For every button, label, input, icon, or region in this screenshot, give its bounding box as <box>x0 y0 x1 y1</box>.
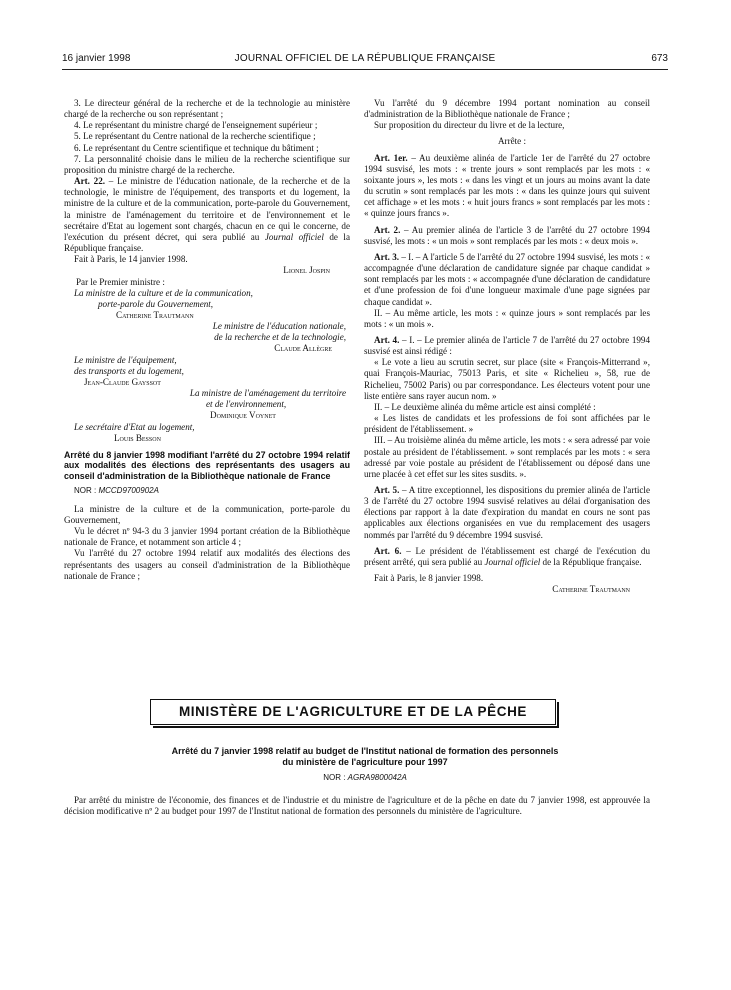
bottom-arrete-title <box>70 746 660 768</box>
article-3 <box>364 252 650 308</box>
page-header <box>62 53 668 67</box>
signature-voynet: Dominique Voynet <box>210 410 276 421</box>
paragraph: 7. La personnalité choisie dans le milieu de la recherche scientifique sur proposition du ministre chargé de la recherche. <box>64 153 350 175</box>
left-column <box>64 98 350 582</box>
bottom-body <box>64 795 650 817</box>
signature-gayssot: Jean-Claude Gayssot <box>84 376 161 387</box>
nor-value: MCCD9700902A <box>98 485 159 495</box>
paragraph: Par arrêté du ministre de l'économie, des finances et de l'industrie et du ministre de l'agriculture et de la pêche en date du 7 janvier 1998, est approuvée la décision modificative nº 2 au budget pour 1997 de l'Institut national de formation des personnels du ministère de l'agriculture. <box>64 795 650 816</box>
article-text: – Le président de l'établissement est chargé de l'exécution du présent arrêté, qui sera publié au <box>364 545 651 567</box>
header-rule <box>62 69 668 70</box>
journal-ref: Journal officiel <box>264 231 324 242</box>
article-label: Art. 4. <box>374 334 400 345</box>
paragraph: « Le vote a lieu au scrutin secret, sur place (site « François-Mitterrand », quai François-Mauriac, 75013 Paris, et site « Richelieu », 58, rue de Richelieu, 75002 Paris) ou par correspondance. Les électeurs votent pour une liste entière sans rayer aucun nom. » <box>364 357 650 401</box>
nor-label: NOR : <box>74 485 99 495</box>
article-1 <box>364 153 650 220</box>
article-label: Art. 6. <box>374 545 402 556</box>
signatory-title: et de l'environnement, <box>206 399 287 410</box>
signatory-title: porte-parole du Gouvernement, <box>98 298 214 309</box>
arrete-label: Arrête : <box>497 136 527 147</box>
header-date: 16 janvier 1998 <box>62 53 131 64</box>
article-label: Art. 3. <box>374 251 400 262</box>
nor-label: NOR : <box>323 773 348 782</box>
paragraph: Vu l'arrêté du 9 décembre 1994 portant nomination au conseil d'administration de la Bibliothèque nationale de France ; <box>364 98 650 120</box>
signature-trautmann: Catherine Trautmann <box>116 309 194 320</box>
signatory-title: des transports et du logement, <box>74 365 184 376</box>
article-text-end: de la République française. <box>540 556 642 567</box>
page-number: 673 <box>651 53 668 64</box>
signature-allegre: Claude Allègre <box>274 343 332 354</box>
paragraph: Sur proposition du directeur du livre et de la lecture, <box>374 120 565 131</box>
par-le-premier-ministre: Par le Premier ministre : <box>76 276 165 287</box>
journal-ref: Journal officiel <box>484 556 541 567</box>
paragraph: III. – Au troisième alinéa du même article, les mots : « sera adressé par voie postale au président de l'établissement. » sont remplacés par les mots : « sera adressé par voie postale au président de l'établissement ou déposé dans une urne placée à cet effet sur les sites susdits. ». <box>364 435 651 479</box>
fait-a-paris: Fait à Paris, le 14 janvier 1998. <box>74 254 188 265</box>
fait-a-paris: Fait à Paris, le 8 janvier 1998. <box>374 573 484 584</box>
article-label: Art. 1er. <box>374 152 408 163</box>
article-text: – I. – Le premier alinéa de l'article 7 de l'arrêté du 27 octobre 1994 susvisé est ainsi rédigé : <box>364 334 651 357</box>
paragraph: Vu le décret nº 94-3 du 3 janvier 1994 portant création de la Bibliothèque nationale de France, et notamment son article 4 ; <box>64 526 350 548</box>
signatory-title: Le ministre de l'éducation nationale, <box>212 321 346 332</box>
signatory-title: Le secrétaire d'Etat au logement, <box>74 421 195 432</box>
bottom-nor-reference <box>64 773 666 782</box>
article-4 <box>364 335 650 357</box>
right-column <box>364 98 650 595</box>
signature-trautmann: Catherine Trautmann <box>552 584 630 595</box>
article-label: Art. 2. <box>374 224 401 235</box>
paragraph: II. – Le deuxième alinéa du même article est ainsi complété : <box>374 401 596 412</box>
article-6 <box>364 546 650 568</box>
arrete-title: Arrêté du 8 janvier 1998 modifiant l'arrêté du 27 octobre 1994 relatif aux modalités des élections des représentants des usagers au conseil d'administration de la Bibliothèque nationale de France <box>64 449 350 482</box>
ministry-heading: MINISTÈRE DE L'AGRICULTURE ET DE LA PÊCHE <box>150 699 556 725</box>
signature-besson: Louis Besson <box>114 432 161 443</box>
signatory-title: de la recherche et de la technologie, <box>214 332 346 343</box>
paragraph: La ministre de la culture et de la communication, porte-parole du Gouvernement, <box>64 503 350 525</box>
article-text: – Au premier alinéa de l'article 3 de l'arrêté du 27 octobre 1994 susvisé, les mots : « un mois » sont remplacés par les mots : « deux mois ». <box>364 224 650 246</box>
article-text: – Le ministre de l'éducation nationale, de la recherche et de la technologie, le ministre de l'équipement, des transports et du logement, la ministre de la culture et de la communication, porte-parole du Gouvernement, la ministre de l'aménagement du territoire et de l'environnement et le secrétaire d'Etat au logement sont chargés, chacun en ce qui le concerne, de l'exécution du présent décret, qui sera publié au <box>64 176 351 242</box>
article-text: – Au deuxième alinéa de l'article 1er de l'arrêté du 27 octobre 1994 susvisé, les mots : « trente jours » sont remplacés par les mots : « soixante jours », les mots : « dans les vingt et un jours au moins avant la date du scrutin » sont remplacés par les mots : « dans les quinze jours qui suivent cet affichage » et les mots : « huit jours francs » sont remplacés par les mots : « quinze jours francs ». <box>364 152 650 219</box>
signatory-title: La ministre de la culture et de la communication, <box>74 287 253 298</box>
article-22 <box>64 176 350 254</box>
article-label: Art. 22. <box>74 176 106 187</box>
paragraph: 6. Le représentant du Centre scientifique et technique du bâtiment ; <box>74 142 319 153</box>
journal-title: JOURNAL OFFICIEL DE LA RÉPUBLIQUE FRANÇAISE <box>234 53 496 64</box>
paragraph: « Les listes de candidats et les professions de foi sont affichées par le président de l'établissement. » <box>364 413 650 435</box>
article-5 <box>364 485 650 541</box>
signatory-title: Le ministre de l'équipement, <box>74 354 177 365</box>
article-text-end: de la République française. <box>64 231 350 254</box>
title-line: Arrêté du 7 janvier 1998 relatif au budget de l'Institut national de formation des personnels <box>171 746 559 756</box>
paragraph: 3. Le directeur général de la recherche et de la technologie au ministère chargé de la recherche ou son représentant ; <box>64 98 350 120</box>
paragraph: 5. Le représentant du Centre national de la recherche scientifique ; <box>74 131 316 142</box>
article-2 <box>364 225 650 247</box>
signatory-title: La ministre de l'aménagement du territoire <box>189 388 346 399</box>
paragraph: 4. Le représentant du ministre chargé de l'enseignement supérieur ; <box>74 120 318 131</box>
article-text: – A titre exceptionnel, les dispositions du premier alinéa de l'article 3 de l'arrêté du 27 octobre 1994 susvisé relatives au délai d'organisation des élections par rapport à la date d'expiration du mandat en cours ne sont pas applicables aux élections organisées en vue du remplacement des usagers nommés par l'arrêté du 9 décembre 1994 susvisé. <box>364 485 650 540</box>
article-text: – I. – A l'article 5 de l'arrêté du 27 octobre 1994 susvisé, les mots : « accompagnée d'une déclaration de candidature signée par chaque candidat » sont remplacés par les mots : « accompagnée d'une déclaration de candidature et d'une profession de foi d'une longueur maximale d'une page signées par chaque candidat ». <box>364 251 650 307</box>
paragraph: II. – Au même article, les mots : « quinze jours » sont remplacés par les mots : « un mois ». <box>364 307 650 329</box>
signature-jospin: Lionel Jospin <box>283 265 330 276</box>
paragraph: Vu l'arrêté du 27 octobre 1994 relatif aux modalités des élections des représentants des usagers au conseil d'administration de la Bibliothèque nationale de France ; <box>64 548 350 581</box>
nor-reference <box>74 485 350 496</box>
nor-value: AGRA9800042A <box>347 773 407 782</box>
article-label: Art. 5. <box>374 485 400 495</box>
title-line: du ministère de l'agriculture pour 1997 <box>282 757 448 767</box>
